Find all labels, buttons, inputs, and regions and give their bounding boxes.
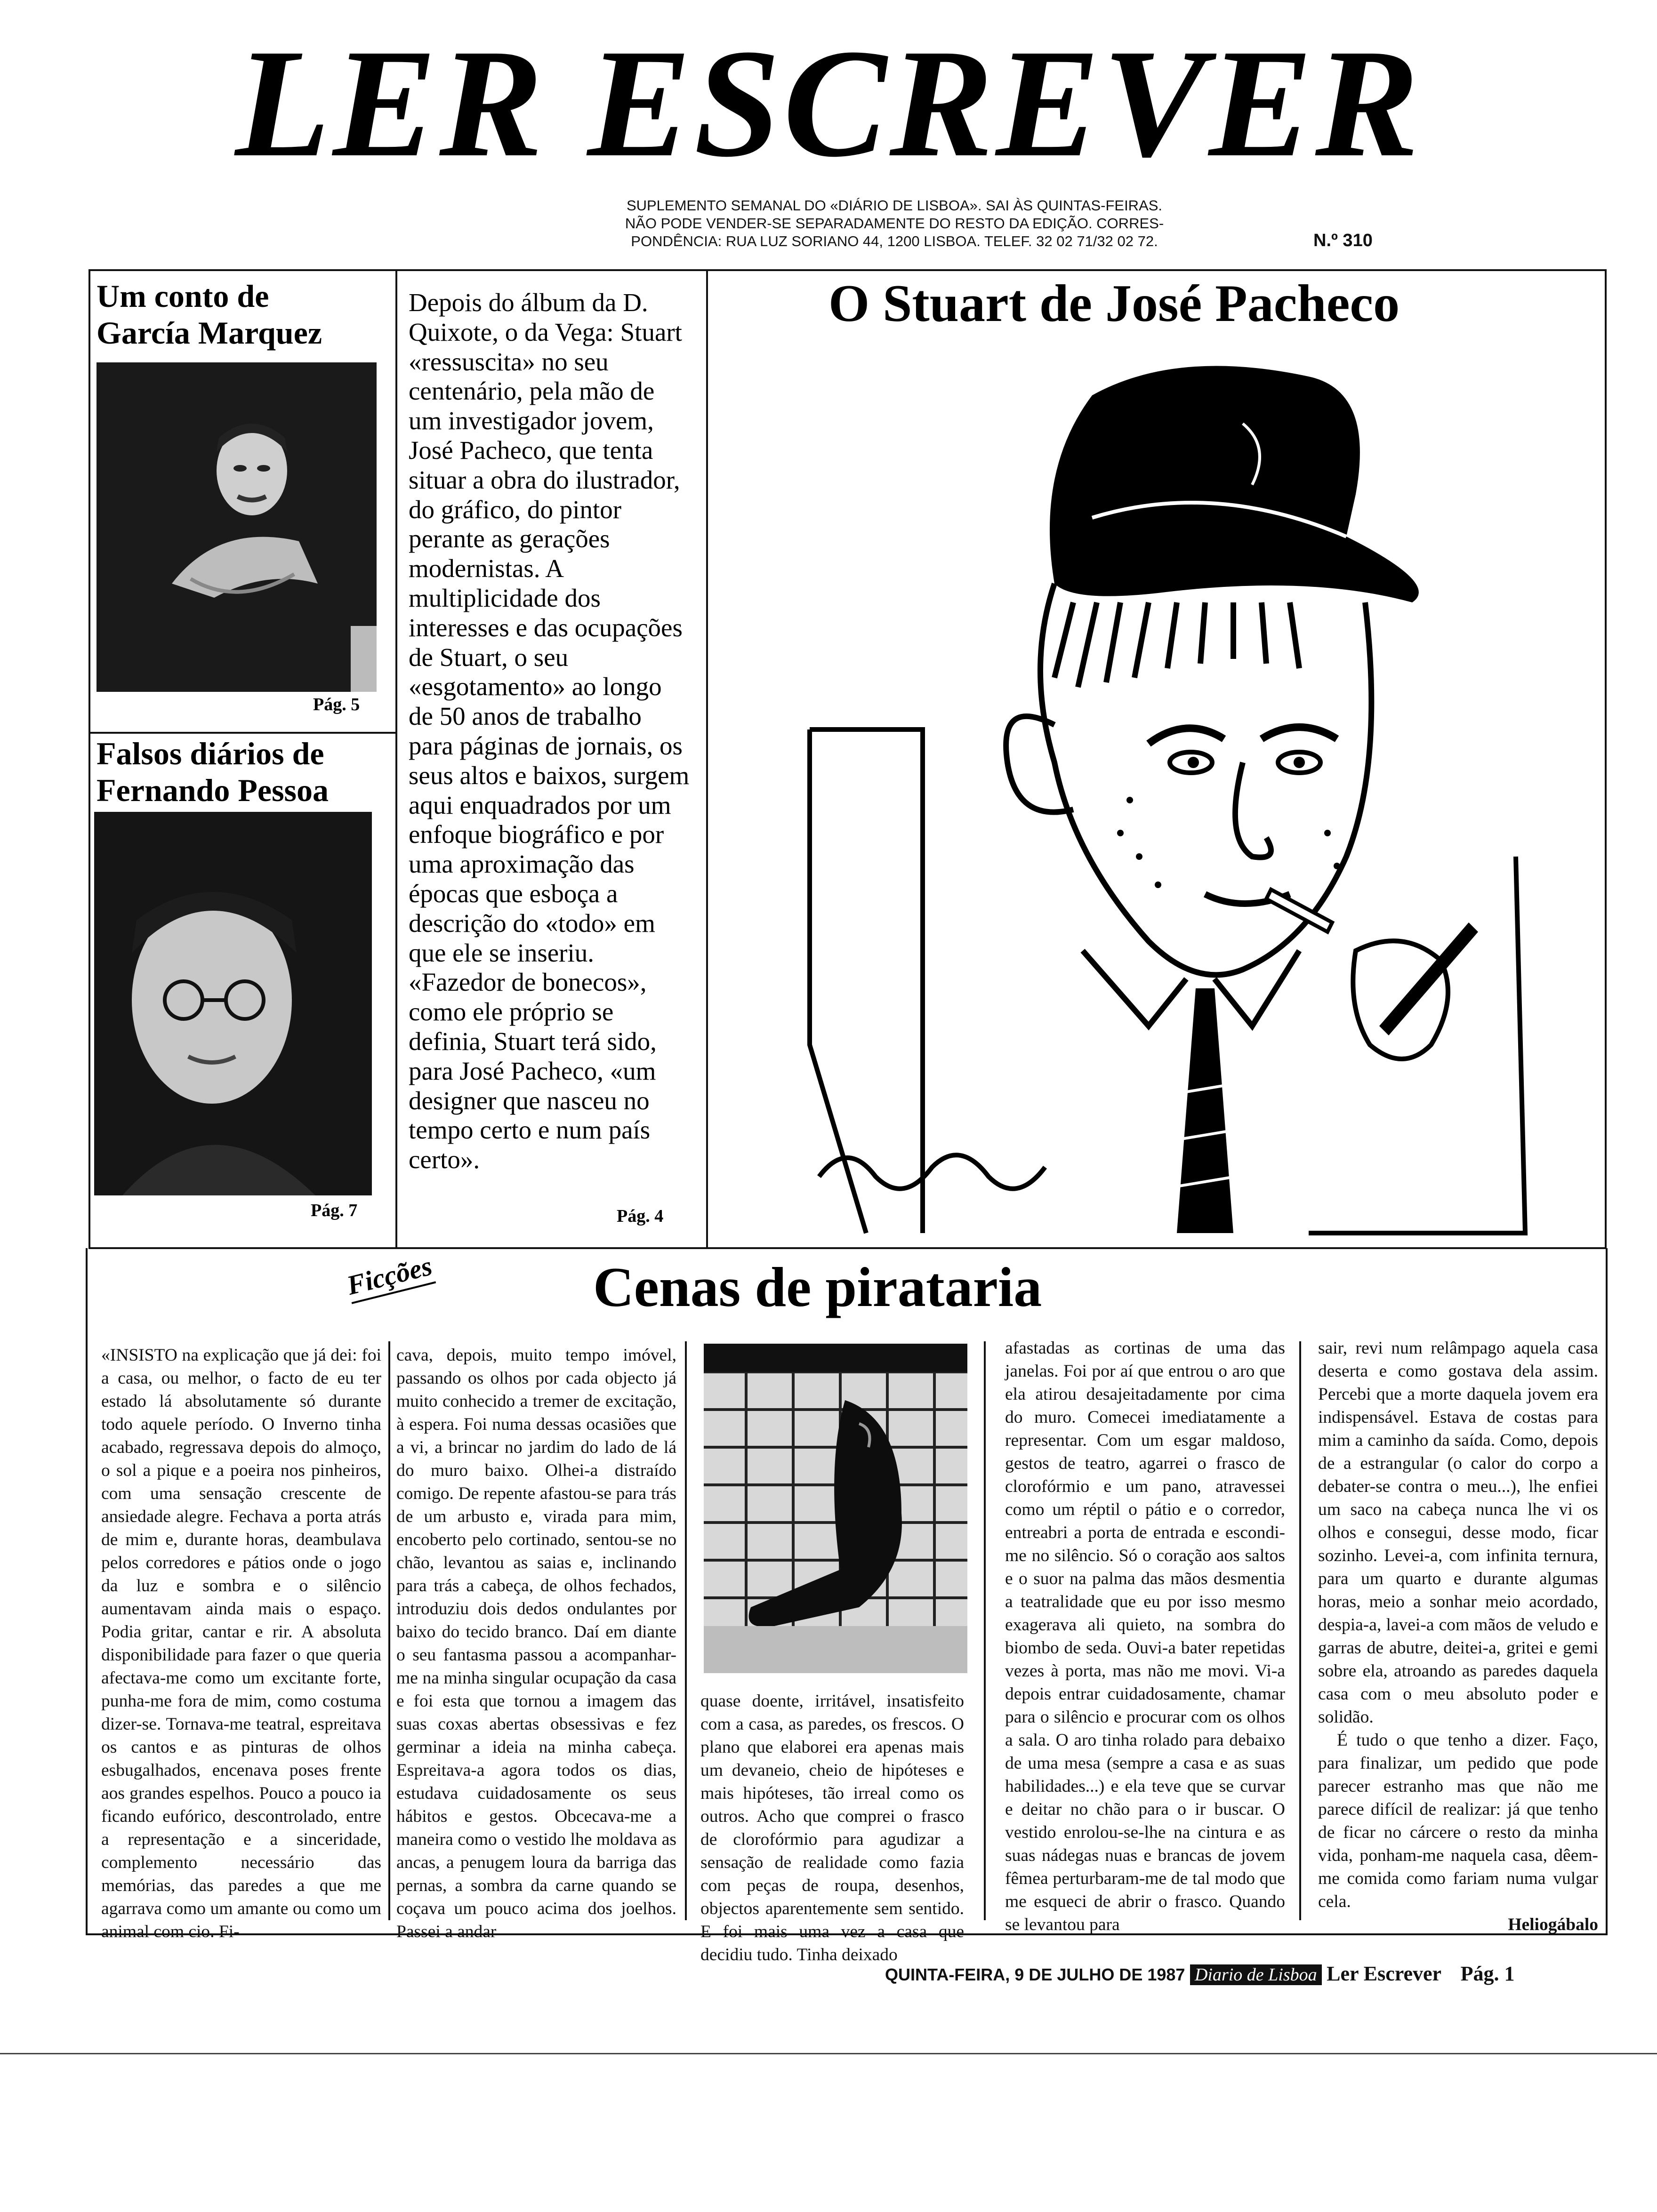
garcia-marquez-photo [97,362,377,692]
issue-number: N.º 310 [1313,231,1373,250]
teaser-page-ref: Pág. 5 [313,695,360,714]
story-headline: Cenas de pirataria [593,1256,1042,1318]
supplement-line-2: NÃO PODE VENDER-SE SEPARADAMENTE DO RESTO DA EDIÇÃO. CORRES- [625,215,1164,232]
story-photo-leg-shoe [704,1344,967,1673]
story-paragraph: «INSISTO na explicação que já dei: foi a casa, ou melhor, o facto de eu ter estado lá absolutamente só durante todo aquele período. O Inverno tinha acabado, regressava depois do almoço, o sol a pique e a poeira nos pinheiros, com uma sensação crescente de ansiedade alegre. Fechava a porta atrás de mim e, durante horas, deambulava pelos corredores e pátios onde o jogo da luz e sombra e o silêncio aumentavam ainda mais o espaço. Podia gritar, cantar e rir. A absoluta disponibilidade para fazer o que queria afectava-me como um excitante forte, punha-me fora de mim, como costuma dizer-se. Tornava-me teatral, espreitava os cantos e as pinturas de olhos esbugalhados, encenava poses frente aos grandes espelhos. Pouco a pouco ia ficando eufórico, descontrolado, entre a representação e a sinceridade, complemento necessário das memórias, das paredes a que me agarrava como um amante ou como um animal com cio. Fi- [101,1346,381,1941]
supplement-info [541,197,1247,250]
fernando-pessoa-photo [94,812,372,1195]
supplement-line-3: PONDÊNCIA: RUA LUZ SORIANO 44, 1200 LISBOA. TELEF. 32 02 71/32 02 72. [631,233,1158,249]
teaser-divider [88,732,395,734]
story-column-4 [1005,1337,1285,1936]
feature-headline: O Stuart de José Pacheco [828,274,1400,333]
story-column-1 [101,1344,381,1943]
teaser-title-line: Um conto de [97,278,269,314]
supplement-line-1: SUPLEMENTO SEMANAL DO «DIÁRIO DE LISBOA». SAI ÀS QUINTAS-FEIRAS. [626,197,1163,214]
teaser-title-line: García Marquez [97,315,322,351]
column-divider [395,269,397,1249]
column-divider [706,269,708,1249]
section-label-ficcoes: Ficções [344,1250,436,1304]
footer-page: Pág. 1 [1460,1962,1515,1985]
column-divider [984,1341,986,1920]
footer-newspaper: Diario de Lisboa [1190,1964,1322,1985]
story-paragraph: É tudo o que tenho a dizer. Faço, para finalizar, um pedido que pode parecer estranho mas que não me parece difícil de realizar: já que tenho de ficar no cárcere o resto da minha vida, ponham-me naquela casa, dêem-me comida como fariam numa vulgar cela. [1318,1731,1598,1911]
feature-page-ref: Pág. 4 [617,1206,664,1226]
column-divider [1299,1341,1301,1920]
footer-section: Ler Escrever [1327,1962,1442,1985]
teaser-fernando-pessoa[interactable] [97,735,393,809]
story-column-2 [396,1344,676,1943]
column-divider [685,1341,687,1920]
story-paragraph: afastadas as cortinas de uma das janelas. Foi por aí que entrou o aro que ela atirou desajeitadamente por cima do muro. Comecei imediatamente a representar. Com um esgar maldoso, gestos de teatro, agarrei o frasco de clorofórmio e um pano, atravessei como um réptil o pátio e o corredor, entreabri a porta de entrada e escondi-me no silêncio. Só o coração aos saltos e o suor na palma das mãos desmentia a teatralidade que eu por isso mesmo exagerava ali quieto, na sombra do biombo de seda. Ouvi-a bater repetidas vezes à porta, mas não me movi. Vi-a depois entrar cuidadosamente, chamar para o silêncio e procurar com os olhos a sala. O aro tinha rolado para debaixo de uma mesa (sempre a casa e as suas habilidades...) e ela teve que se curvar e deitar no chão para o ir buscar. O vestido enrolou-se-lhe na cintura e as suas nádegas nuas e brancas de jovem fêmea perturbaram-me de tal modo que me esqueci de abrir o frasco. Quando se levantou para [1005,1338,1285,1934]
story-paragraph: cava, depois, muito tempo imóvel, passando os olhos por cada objecto já muito conhecido a tremer de excitação, à espera. Foi numa dessas ocasiões que a vi, a brincar no jardim do lado de lá do muro baixo. Olhei-a distraído comigo. De repente afastou-se para trás de um arbusto e, virada para mim, encoberto pelo cortinado, sentou-se no chão, levantou as saias e, inclinando para trás a cabeça, de olhos fechados, introduziu dois dedos ondulantes por baixo do tecido branco. Daí em diante o seu fantasma passou a acompanhar-me na minha singular ocupação da casa e foi esta que tornou a imagem das suas coxas abertas obsessivas e fez germinar a ideia na minha cabeça. Espreitava-a agora todos os dias, estudava cuidadosamente os seus hábitos e gestos. Obcecava-me a maneira como o vestido lhe moldava as ancas, a penugem loura da barriga das pernas, a sombra da carne quando se coçava um pouco acima dos joelhos. Passei a andar [396,1346,676,1941]
masthead-title: LER ESCREVER [235,17,1422,189]
story-column-5 [1318,1337,1598,1936]
page-footer [885,1962,1619,1990]
story-paragraph: quase doente, irritável, insatisfeito com a casa, as paredes, os frescos. O plano que elaborei era apenas mais um devaneio, cheio de hipóteses e mais hipóteses, tão irreal como os outros. Acho que comprei o frasco de clorofórmio para agudizar a sensação de realidade como fazia com peças de roupa, desenhos, objectos aparentemente sem sentido. E foi mais uma vez a casa que decidiu tudo. Tinha deixado [700,1691,964,1964]
story-paragraph: sair, revi num relâmpago aquela casa deserta e como gostava dela assim. Percebi que a morte daquela jovem era indispensável. Estava de costas para mim a caminho da saída. Como, depois de a estrangular (o calor do corpo a debater-se contra o meu...), lhe enfiei um saco na cabeça nunca lhe vi os olhos e consegui, desse modo, ficar sozinho. Levei-a, com infinita ternura, para um quarto e durante algumas horas, meio a sonhar meio acordado, despia-a, lavei-a com mãos de veludo e garras de abutre, deitei-a, gritei e gemi sobre ela, atroando as paredes daquela casa com o meu absoluto poder e solidão. [1318,1338,1598,1727]
footer-date: QUINTA-FEIRA, 9 DE JULHO DE 1987 [885,1965,1185,1984]
story-author: Heliogábalo [1508,1915,1598,1934]
teaser-page-ref: Pág. 7 [311,1201,358,1220]
feature-intro-text: Depois do álbum da D. Quixote, o da Vega: Stuart «ressuscita» no seu centenário, pela mão de um investigador jovem, José Pacheco, que tenta situar a obra do ilustrador, do gráfico, do pintor perante as gerações modernistas. A multiplicidade dos interesses e das ocupações de Stuart, o seu «esgotamento» ao longo de 50 anos de trabalho para páginas de jornais, os seus altos e baixos, surgem aqui enquadrados por um enfoque biográfico e por uma aproximação das épocas que esboça a descrição do «todo» em que ele se inseriu. «Fazedor de bonecos», como ele próprio se definia, Stuart terá sido, para José Pacheco, «um designer que nasceu no tempo certo e num país certo». [409,288,690,1174]
teaser-title-line: Falsos diários de [97,736,324,771]
story-column-3 [700,1690,964,1966]
teaser-garcia-marquez[interactable] [97,278,393,351]
column-divider [388,1341,390,1920]
stuart-caricature [791,339,1582,1242]
page-edge-line [0,2053,1657,2054]
teaser-title-line: Fernando Pessoa [97,772,329,808]
